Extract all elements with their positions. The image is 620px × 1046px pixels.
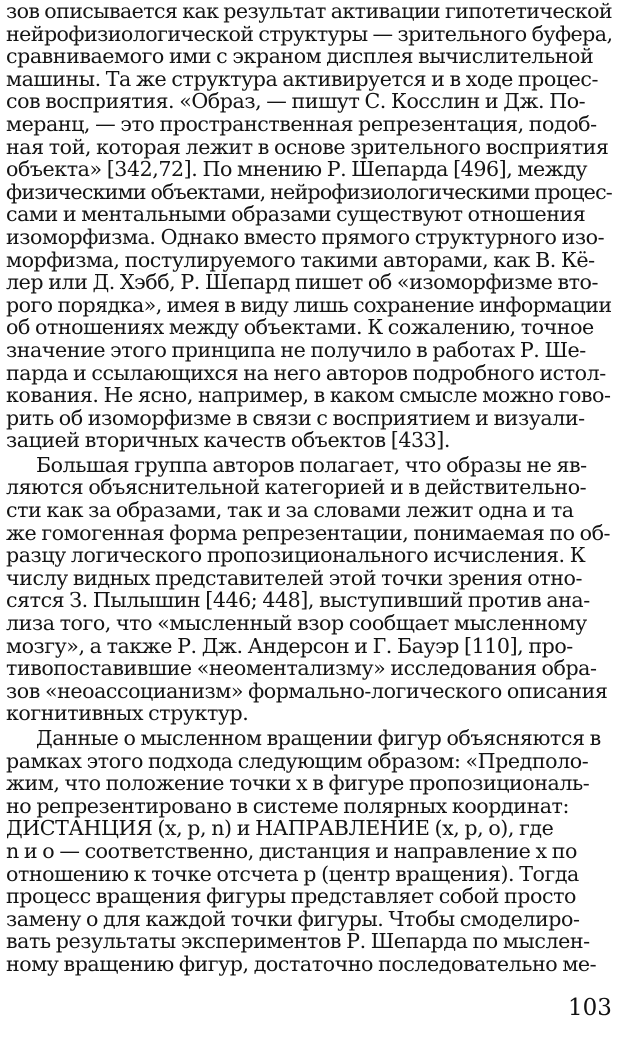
- text-line: зов описывается как результат активации гипотетической: [6, 0, 613, 23]
- text-line: разцу логического пропозиционального исчисления. К: [6, 543, 586, 568]
- text-line: значение этого принципа не получило в работах Р. Ше-: [6, 337, 586, 362]
- text-line: тивопоставившие «неоментализму» исследования обра-: [6, 656, 597, 681]
- text-line: когнитивных структур.: [6, 701, 249, 726]
- text-line: рить об изоморфизме в связи с восприятием и визуали-: [6, 405, 585, 430]
- text-line: морфизма, постулируемого такими авторами, как В. Кё-: [6, 247, 595, 272]
- text-line: сов восприятия. «Образ, — пишут С. Косслин и Дж. По-: [6, 89, 586, 114]
- paragraph-2: [6, 454, 612, 725]
- text-line: изоморфизма. Однако вместо прямого структурного изо-: [6, 224, 605, 249]
- text-line: же гомогенная форма репрезентации, понимаемая по об-: [6, 520, 611, 545]
- text-line: меранц, — это пространственная репрезентация, подоб-: [6, 111, 597, 136]
- text-line: сти как за образами, так и за словами лежит одна и та: [6, 498, 574, 523]
- text-line: объекта» [342,72]. По мнению Р. Шепарда [496], между: [6, 157, 588, 182]
- text-line: физическими объектами, нейрофизиологическими процес-: [6, 179, 612, 204]
- text-line: но репрезентировано в системе полярных координат:: [6, 793, 569, 818]
- text-line: машины. Та же структура активируется и в ходе процес-: [6, 66, 598, 91]
- text-line: лер или Д. Хэбб, Р. Шепард пишет об «изоморфизме вто-: [6, 270, 598, 295]
- text-line: лиза того, что «мысленный взор сообщает мысленному: [6, 611, 587, 636]
- text-line: нейрофизиологической структуры — зрительного буфера,: [6, 21, 613, 46]
- text-line: об отношениях между объектами. К сожалению, точное: [6, 315, 594, 340]
- text-line: зацией вторичных качеств объектов [433].: [6, 428, 450, 453]
- text-line: Данные о мысленном вращении фигур объясняются в: [36, 726, 601, 750]
- text-line: ляются объяснительной категорией и в действительно-: [6, 475, 587, 500]
- paragraph-3: [6, 727, 612, 976]
- page-number: 103: [568, 995, 612, 1021]
- text-line: ДИСТАНЦИЯ (x, p, n) и НАПРАВЛЕНИЕ (x, p, o), где: [6, 816, 554, 841]
- text-line: замену o для каждой точки фигуры. Чтобы смоделиро-: [6, 906, 580, 931]
- text-line: сами и ментальными образами существуют отношения: [6, 202, 586, 227]
- text-line: сравниваемого ими с экраном дисплея вычислительной: [6, 44, 594, 69]
- text-line: рамках этого подхода следующим образом: «Предполо-: [6, 748, 589, 773]
- text-line: отношению к точке отсчета p (центр вращения). Тогда: [6, 861, 579, 886]
- text-line: рого порядка», имея в виду лишь сохранение информации: [6, 292, 612, 317]
- text-line: ному вращению фигур, достаточно последовательно ме-: [6, 951, 597, 976]
- text-line: сятся З. Пылышин [446; 448], выступивший против ана-: [6, 588, 590, 613]
- text-line: вать результаты экспериментов Р. Шепарда по мыслен-: [6, 929, 590, 954]
- text-line: ная той, которая лежит в основе зрительного восприятия: [6, 134, 609, 159]
- paragraph-1: [6, 0, 612, 452]
- text-line: Большая группа авторов полагает, что образы не яв-: [36, 452, 587, 477]
- text-line: n и o — соответственно, дистанция и направление x по: [6, 838, 577, 863]
- text-line: парда и ссылающихся на него авторов подробного истол-: [6, 360, 606, 385]
- text-line: кования. Не ясно, например, в каком смысле можно гово-: [6, 383, 611, 408]
- text-line: жим, что положение точки x в фигуре пропозициональ-: [6, 771, 590, 796]
- text-line: мозгу», а также Р. Дж. Андерсон и Г. Бауэр [110], про-: [6, 633, 573, 658]
- text-line: зов «неоассоцианизм» формально-логического описания: [6, 678, 608, 703]
- text-line: процесс вращения фигуры представляет собой просто: [6, 884, 576, 909]
- text-line: числу видных представителей этой точки зрения отно-: [6, 565, 582, 590]
- book-page: [6, 0, 612, 976]
